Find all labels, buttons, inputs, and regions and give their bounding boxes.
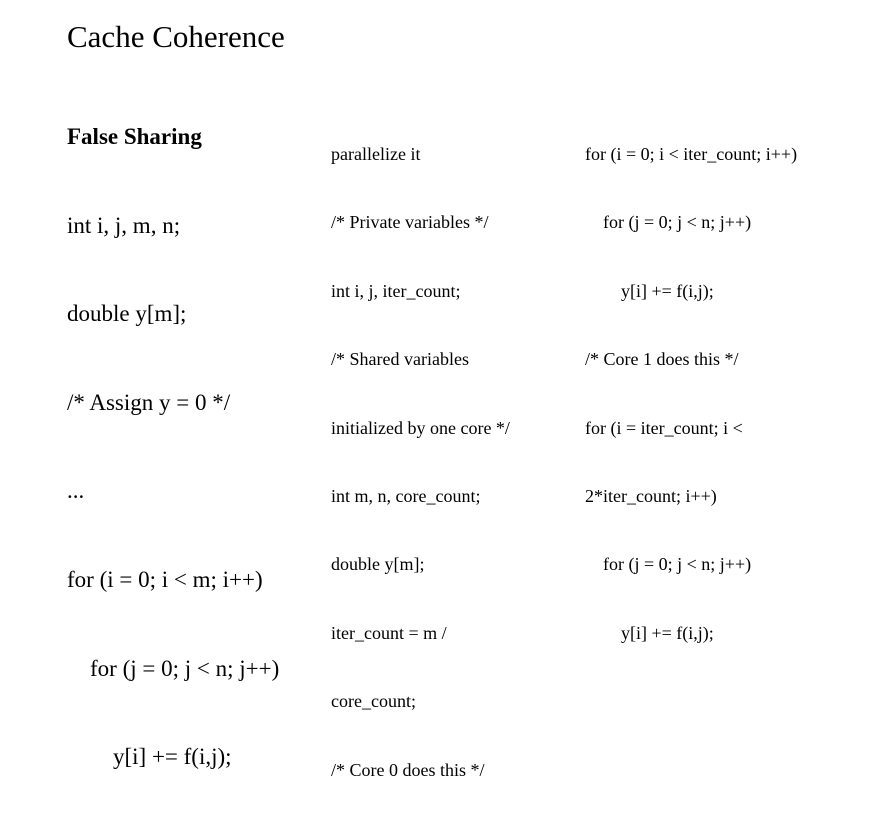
code-line: ... [67, 478, 85, 504]
code-line: y[i] += f(i,j); [67, 744, 232, 770]
section-heading: False Sharing [67, 124, 202, 149]
code-line: 2*iter_count; i++) [585, 485, 717, 506]
code-line: double y[m]; [67, 301, 187, 327]
code-line: for (i = iter_count; i < [585, 417, 743, 438]
code-line: for (i = 0; i < iter_count; i++) [585, 144, 798, 164]
code-line: iter_count = m / [331, 622, 447, 643]
code-line: for (j = 0; j < n; j++) [585, 554, 752, 575]
code-line: for (j = 0; j < n; j++) [585, 212, 752, 233]
slide-title: Cache Coherence [67, 19, 285, 54]
code-line: for (j = 0; j < n; j++) [67, 655, 280, 681]
code-line: int m, n, core_count; [331, 485, 481, 506]
middle-code-column [331, 99, 510, 825]
code-line: initialized by one core */ [331, 417, 510, 438]
code-line: parallelize it [331, 144, 421, 164]
code-line: /* Core 1 does this */ [585, 349, 739, 370]
code-line: y[i] += f(i,j); [585, 280, 714, 301]
code-line: /* Assign y = 0 */ [67, 389, 231, 415]
code-line: /* Private variables */ [331, 212, 489, 233]
code-line: double y[m]; [331, 554, 425, 575]
code-line: core_count; [331, 691, 416, 712]
code-line: /* Core 0 does this */ [331, 759, 485, 780]
right-code-column [585, 99, 797, 688]
code-line: int i, j, m, n; [67, 212, 181, 238]
code-line: /* Shared variables [331, 349, 469, 370]
code-line: for (i = 0; i < m; i++) [67, 566, 263, 592]
code-line: y[i] += f(i,j); [585, 622, 714, 643]
left-code-column [67, 67, 279, 828]
code-line: int i, j, iter_count; [331, 280, 461, 301]
